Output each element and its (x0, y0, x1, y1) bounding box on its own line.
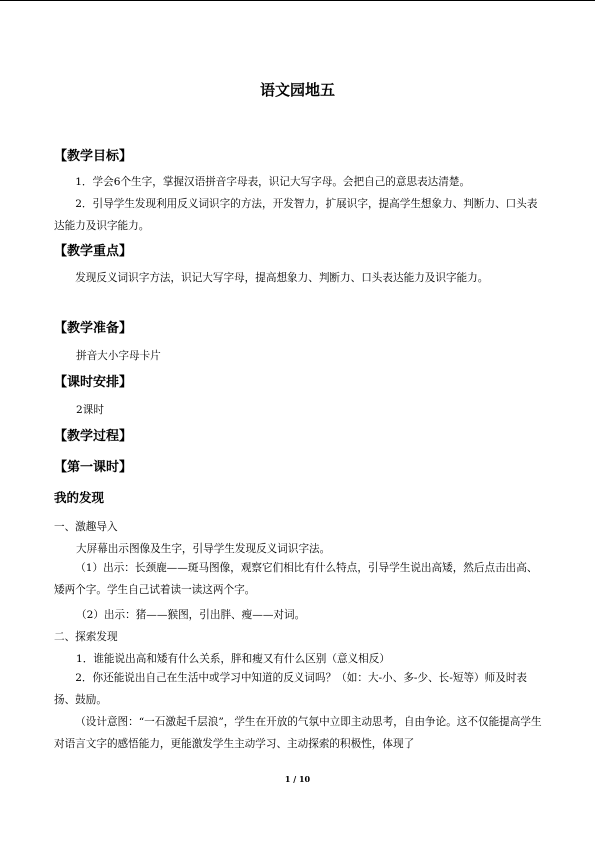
section-heading-schedule: 【课时安排】 (54, 375, 133, 390)
discovery-heading: 我的发现 (54, 490, 105, 505)
page-title: 语文园地五 (259, 81, 335, 99)
section-heading-process: 【教学过程】 (54, 429, 133, 444)
step-1-line-1: 大屏幕出示图像及生字，引导学生发现反义词识字法。 (76, 543, 331, 555)
section-heading-focus: 【教学重点】 (54, 244, 133, 259)
step-2-paragraph-2: 2．你还能说出自己在生活中或学习中知道的反义词吗？（如：大-小、多-少、长-短等）师及时表扬、鼓励。 (54, 672, 528, 706)
step-2-paragraph-3: （设计意图：“一石激起千层浪”，学生在开放的气氛中立即主动思考，自由争论。这不仅能提高学生对语言文字的感悟能力，更能激发学生主动学习、主动探索的积极性，体现了 (54, 716, 542, 750)
section-heading-prep: 【教学准备】 (54, 321, 133, 336)
goal-paragraph-2: 2．引导学生发现利用反义词识字的方法，开发智力，扩展识字，提高学生想象力、判断力、口头表达能力及识字能力。 (54, 198, 538, 232)
page-number: 1 / 10 (284, 774, 311, 784)
focus-paragraph: 发现反义词识字方法，识记大写字母，提高想象力、判断力、口头表达能力及识字能力。 (75, 272, 489, 284)
step-1-title: 一、激趣导入 (54, 521, 118, 533)
prep-text: 拼音大小字母卡片 (76, 350, 161, 362)
schedule-text: 2课时 (76, 404, 104, 416)
step-1-paragraph-2: （1）出示：长颈鹿——斑马图像，观察它们相比有什么特点，引导学生说出高矮，然后点击出高、矮两个字。学生自己试着读一读这两个字。 (54, 562, 538, 596)
step-1-line-3: （2）出示：猪——猴图，引出胖、瘦——对词。 (76, 609, 306, 621)
step-2-title: 二、探索发现 (54, 631, 118, 643)
goal-paragraph-1: 1．学会6个生字，掌握汉语拼音字母表，识记大写字母。会把自己的意思表达清楚。 (75, 176, 471, 188)
section-heading-lesson-1: 【第一课时】 (54, 460, 133, 475)
step-2-line-1: 1．谁能说出高和矮有什么关系，胖和瘦又有什么区别（意义相反） (76, 653, 390, 665)
section-heading-goals: 【教学目标】 (54, 149, 133, 164)
